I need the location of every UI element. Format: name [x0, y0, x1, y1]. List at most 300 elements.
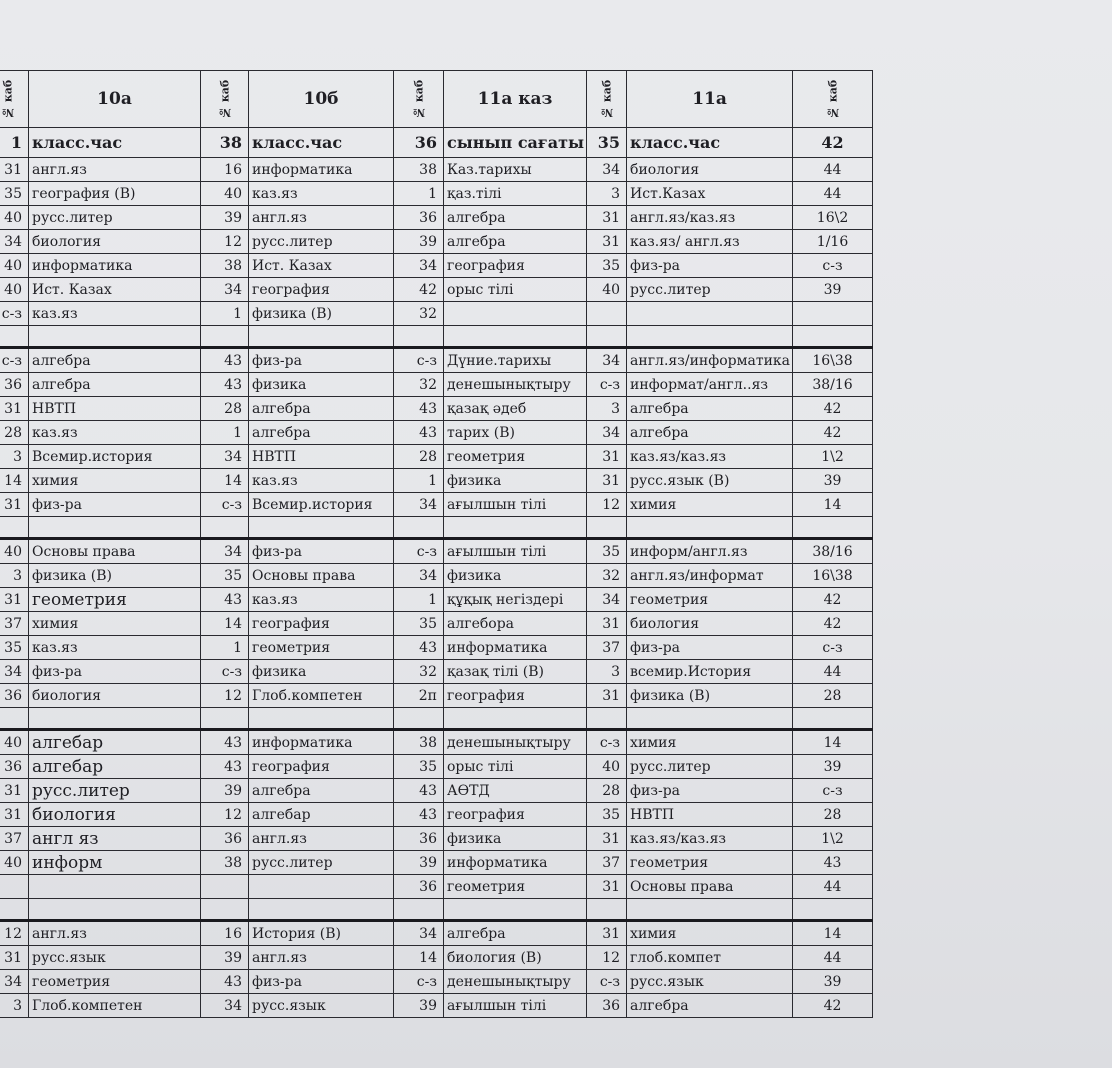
header-class-10a: 10а [29, 71, 201, 128]
room-11a-kaz-cell: 38 [394, 730, 444, 755]
room-10a-cell: 34 [0, 230, 29, 254]
room-10b-cell: 28 [201, 397, 249, 421]
room-10a-cell: 31 [0, 779, 29, 803]
room-11a-last-cell: 42 [793, 588, 873, 612]
room-10a-cell [0, 517, 29, 539]
subject-11a-cell: русс.литер [627, 278, 793, 302]
room-11a-last-cell: 39 [793, 755, 873, 779]
subject-11a-kaz-cell: биология (В) [444, 946, 587, 970]
subject-10b-cell: информатика [249, 730, 394, 755]
subject-10b-cell: физ-ра [249, 539, 394, 564]
day-separator-row [0, 517, 873, 539]
room-11a-last-cell: 42 [793, 128, 873, 158]
room-11a-last-cell [793, 899, 873, 921]
room-10a-cell: 36 [0, 755, 29, 779]
subject-10a-cell: физ-ра [29, 660, 201, 684]
room-10a-cell: 35 [0, 182, 29, 206]
subject-10b-cell [249, 708, 394, 730]
room-10b-cell: 35 [201, 564, 249, 588]
subject-11a-kaz-cell: АӨТД [444, 779, 587, 803]
subject-11a-kaz-cell: география [444, 254, 587, 278]
room-11a-cell: 40 [587, 755, 627, 779]
lesson-row [0, 827, 873, 851]
room-10b-cell: 16 [201, 158, 249, 182]
room-11a-cell: 31 [587, 612, 627, 636]
subject-11a-kaz-cell: алгебра [444, 206, 587, 230]
room-11a-kaz-cell [394, 326, 444, 348]
room-11a-cell: с-з [587, 373, 627, 397]
room-10b-cell: 39 [201, 206, 249, 230]
subject-10b-cell: каз.яз [249, 182, 394, 206]
subject-11a-cell: информат/англ..яз [627, 373, 793, 397]
room-10b-cell: 38 [201, 128, 249, 158]
header-row [0, 71, 873, 128]
subject-11a-kaz-cell [444, 517, 587, 539]
subject-10a-cell: англ.яз [29, 921, 201, 946]
room-11a-kaz-cell: 28 [394, 445, 444, 469]
subject-11a-cell: каз.яз/каз.яз [627, 445, 793, 469]
subject-10b-cell: История (В) [249, 921, 394, 946]
subject-10a-cell: биология [29, 230, 201, 254]
room-11a-kaz-cell: 39 [394, 851, 444, 875]
room-11a-cell: 31 [587, 875, 627, 899]
lesson-row [0, 206, 873, 230]
room-11a-cell [587, 708, 627, 730]
subject-11a-cell [627, 899, 793, 921]
subject-11a-kaz-cell: Каз.тарихы [444, 158, 587, 182]
room-10a-cell: 40 [0, 730, 29, 755]
subject-10b-cell: география [249, 755, 394, 779]
room-11a-last-cell: 42 [793, 421, 873, 445]
room-11a-last-cell [793, 302, 873, 326]
room-10a-cell: 28 [0, 421, 29, 445]
subject-10b-cell: алгебра [249, 397, 394, 421]
header-class-11a: 11а [627, 71, 793, 128]
room-11a-cell: 3 [587, 660, 627, 684]
subject-10b-cell: физика [249, 373, 394, 397]
room-10b-cell: 43 [201, 730, 249, 755]
subject-11a-cell: русс.литер [627, 755, 793, 779]
room-11a-cell: 32 [587, 564, 627, 588]
room-10a-cell: 1 [0, 128, 29, 158]
subject-10a-cell [29, 326, 201, 348]
subject-10b-cell: алгебра [249, 779, 394, 803]
room-11a-cell: 12 [587, 946, 627, 970]
subject-10b-cell: геометрия [249, 636, 394, 660]
room-10a-cell: 3 [0, 994, 29, 1018]
room-11a-cell: 31 [587, 230, 627, 254]
room-11a-kaz-cell: 42 [394, 278, 444, 302]
subject-10b-cell [249, 875, 394, 899]
room-10b-cell: 39 [201, 779, 249, 803]
room-11a-last-cell: 39 [793, 469, 873, 493]
room-10b-cell: 1 [201, 421, 249, 445]
subject-10a-cell: англ.яз [29, 158, 201, 182]
header-no-0: № каб [0, 71, 29, 128]
lesson-row [0, 875, 873, 899]
subject-10b-cell: русс.язык [249, 994, 394, 1018]
room-11a-last-cell: 14 [793, 493, 873, 517]
subject-11a-cell: химия [627, 730, 793, 755]
subject-11a-cell: физ-ра [627, 254, 793, 278]
room-10b-cell: 34 [201, 994, 249, 1018]
subject-11a-cell: физика (В) [627, 684, 793, 708]
room-11a-last-cell: 39 [793, 278, 873, 302]
room-11a-kaz-cell: 43 [394, 421, 444, 445]
room-10a-cell: с-з [0, 348, 29, 373]
room-11a-last-cell: 42 [793, 994, 873, 1018]
room-10b-cell: 14 [201, 469, 249, 493]
subject-10b-cell: алгебар [249, 803, 394, 827]
room-10a-cell: 40 [0, 851, 29, 875]
lesson-row [0, 684, 873, 708]
room-11a-cell: 35 [587, 254, 627, 278]
subject-11a-cell: физ-ра [627, 636, 793, 660]
subject-10a-cell: русс.язык [29, 946, 201, 970]
subject-11a-kaz-cell: алгебра [444, 230, 587, 254]
room-11a-cell: 35 [587, 803, 627, 827]
subject-10a-cell [29, 899, 201, 921]
subject-11a-kaz-cell [444, 708, 587, 730]
room-10b-cell [201, 875, 249, 899]
day-separator-row [0, 708, 873, 730]
room-10a-cell: 31 [0, 588, 29, 612]
lesson-row [0, 803, 873, 827]
room-10a-cell: 3 [0, 445, 29, 469]
room-11a-cell: 37 [587, 636, 627, 660]
room-10b-cell [201, 517, 249, 539]
header-class-11a-kaz: 11а каз [444, 71, 587, 128]
subject-11a-cell: геометрия [627, 851, 793, 875]
room-11a-kaz-cell: с-з [394, 348, 444, 373]
room-11a-kaz-cell: 32 [394, 660, 444, 684]
lesson-row [0, 970, 873, 994]
room-11a-last-cell: 16\38 [793, 564, 873, 588]
room-10b-cell [201, 899, 249, 921]
subject-11a-kaz-cell: география [444, 803, 587, 827]
header-no-4: № каб [793, 71, 873, 128]
room-11a-kaz-cell: 43 [394, 397, 444, 421]
subject-11a-cell: каз.яз/каз.яз [627, 827, 793, 851]
room-10b-cell: 39 [201, 946, 249, 970]
subject-11a-kaz-cell: орыс тілі [444, 278, 587, 302]
subject-10a-cell: НВТП [29, 397, 201, 421]
subject-11a-kaz-cell: ағылшын тілі [444, 493, 587, 517]
subject-10a-cell: англ яз [29, 827, 201, 851]
header-class-10b: 10б [249, 71, 394, 128]
room-11a-last-cell: 42 [793, 612, 873, 636]
lesson-row [0, 730, 873, 755]
subject-11a-kaz-cell: алгебра [444, 921, 587, 946]
subject-11a-cell: алгебра [627, 421, 793, 445]
room-11a-last-cell: с-з [793, 636, 873, 660]
subject-11a-kaz-cell: денешынықтыру [444, 970, 587, 994]
room-10a-cell: 40 [0, 206, 29, 230]
subject-10a-cell: класс.час [29, 128, 201, 158]
room-11a-kaz-cell: 35 [394, 612, 444, 636]
room-10b-cell: 38 [201, 851, 249, 875]
room-11a-kaz-cell: с-з [394, 539, 444, 564]
room-11a-last-cell: 44 [793, 875, 873, 899]
room-10a-cell: 37 [0, 612, 29, 636]
subject-10a-cell: каз.яз [29, 636, 201, 660]
room-10b-cell: 43 [201, 373, 249, 397]
subject-10b-cell: англ.яз [249, 827, 394, 851]
lesson-row [0, 493, 873, 517]
subject-11a-cell: биология [627, 612, 793, 636]
room-10a-cell: с-з [0, 302, 29, 326]
room-10a-cell: 34 [0, 970, 29, 994]
subject-10a-cell: физика (В) [29, 564, 201, 588]
subject-10b-cell [249, 517, 394, 539]
room-11a-last-cell: 44 [793, 158, 873, 182]
room-10a-cell [0, 708, 29, 730]
lesson-row [0, 588, 873, 612]
subject-11a-cell: информ/англ.яз [627, 539, 793, 564]
room-11a-last-cell: 38/16 [793, 373, 873, 397]
room-11a-last-cell: 28 [793, 803, 873, 827]
subject-10b-cell [249, 326, 394, 348]
room-11a-kaz-cell: 43 [394, 803, 444, 827]
room-10a-cell: 35 [0, 636, 29, 660]
subject-11a-kaz-cell: тарих (В) [444, 421, 587, 445]
lesson-row [0, 348, 873, 373]
room-11a-cell: 3 [587, 397, 627, 421]
subject-11a-cell: англ.яз/информатика [627, 348, 793, 373]
subject-11a-kaz-cell: қаз.тілі [444, 182, 587, 206]
subject-10a-cell [29, 517, 201, 539]
subject-10a-cell: алгебра [29, 348, 201, 373]
room-10a-cell [0, 326, 29, 348]
room-11a-kaz-cell: 36 [394, 827, 444, 851]
subject-11a-cell: каз.яз/ англ.яз [627, 230, 793, 254]
room-11a-kaz-cell: 2п [394, 684, 444, 708]
subject-11a-kaz-cell: қазақ тілі (В) [444, 660, 587, 684]
room-11a-kaz-cell: 34 [394, 564, 444, 588]
room-10a-cell: 31 [0, 803, 29, 827]
subject-11a-kaz-cell: сынып сағаты [444, 128, 587, 158]
subject-11a-kaz-cell: информатика [444, 636, 587, 660]
room-10a-cell: 34 [0, 660, 29, 684]
room-11a-cell: 31 [587, 921, 627, 946]
room-10a-cell: 14 [0, 469, 29, 493]
room-10a-cell: 37 [0, 827, 29, 851]
room-10b-cell: 38 [201, 254, 249, 278]
room-10a-cell: 31 [0, 397, 29, 421]
room-11a-cell: 34 [587, 421, 627, 445]
lesson-row [0, 254, 873, 278]
room-10b-cell [201, 708, 249, 730]
subject-11a-cell: глоб.компет [627, 946, 793, 970]
subject-10b-cell: русс.литер [249, 230, 394, 254]
room-11a-kaz-cell: 34 [394, 921, 444, 946]
subject-11a-cell: русс.язык [627, 970, 793, 994]
subject-11a-cell: биология [627, 158, 793, 182]
subject-10b-cell: физ-ра [249, 348, 394, 373]
subject-10b-cell: класс.час [249, 128, 394, 158]
room-11a-cell: 12 [587, 493, 627, 517]
lesson-row [0, 421, 873, 445]
room-11a-cell [587, 326, 627, 348]
subject-10a-cell: русс.литер [29, 206, 201, 230]
room-10a-cell [0, 899, 29, 921]
lesson-row [0, 278, 873, 302]
lesson-row [0, 302, 873, 326]
room-11a-cell: 31 [587, 469, 627, 493]
subject-10a-cell: алгебар [29, 730, 201, 755]
schedule-table [0, 70, 873, 1018]
room-11a-cell: 3 [587, 182, 627, 206]
subject-11a-cell: НВТП [627, 803, 793, 827]
subject-10b-cell: физ-ра [249, 970, 394, 994]
lesson-row [0, 946, 873, 970]
room-10a-cell: 36 [0, 684, 29, 708]
room-10a-cell: 40 [0, 278, 29, 302]
room-11a-last-cell: с-з [793, 254, 873, 278]
room-11a-cell [587, 899, 627, 921]
subject-10a-cell: география (В) [29, 182, 201, 206]
room-10b-cell: 14 [201, 612, 249, 636]
room-11a-last-cell: 44 [793, 182, 873, 206]
subject-11a-kaz-cell: физика [444, 827, 587, 851]
room-11a-kaz-cell [394, 708, 444, 730]
subject-10b-cell [249, 899, 394, 921]
room-10a-cell: 40 [0, 539, 29, 564]
room-10b-cell: 12 [201, 230, 249, 254]
lesson-row [0, 994, 873, 1018]
subject-10a-cell: химия [29, 469, 201, 493]
room-10b-cell: 34 [201, 278, 249, 302]
room-11a-cell: 31 [587, 684, 627, 708]
room-11a-cell: с-з [587, 730, 627, 755]
room-11a-last-cell: 16\38 [793, 348, 873, 373]
room-11a-last-cell: 44 [793, 946, 873, 970]
room-11a-last-cell [793, 708, 873, 730]
room-10a-cell: 36 [0, 373, 29, 397]
subject-10b-cell: Основы права [249, 564, 394, 588]
lesson-row [0, 469, 873, 493]
subject-10b-cell: каз.яз [249, 469, 394, 493]
lesson-row [0, 851, 873, 875]
subject-10a-cell: биология [29, 803, 201, 827]
subject-10a-cell: алгебра [29, 373, 201, 397]
subject-10a-cell: информ [29, 851, 201, 875]
room-11a-cell: 31 [587, 827, 627, 851]
room-10b-cell: 36 [201, 827, 249, 851]
room-11a-last-cell: с-з [793, 779, 873, 803]
subject-11a-kaz-cell: геометрия [444, 445, 587, 469]
room-11a-last-cell: 44 [793, 660, 873, 684]
room-11a-cell: 36 [587, 994, 627, 1018]
subject-11a-kaz-cell: физика [444, 564, 587, 588]
subject-11a-kaz-cell: Дүние.тарихы [444, 348, 587, 373]
lesson-row [0, 182, 873, 206]
room-11a-cell [587, 517, 627, 539]
subject-10a-cell: Основы права [29, 539, 201, 564]
room-10a-cell [0, 875, 29, 899]
lesson-row [0, 539, 873, 564]
subject-11a-cell: англ.яз/каз.яз [627, 206, 793, 230]
subject-10a-cell: Ист. Казах [29, 278, 201, 302]
subject-11a-kaz-cell: алгебора [444, 612, 587, 636]
subject-11a-kaz-cell: ағылшын тілі [444, 994, 587, 1018]
subject-11a-cell: Ист.Казах [627, 182, 793, 206]
subject-11a-cell: всемир.История [627, 660, 793, 684]
room-11a-cell: 31 [587, 206, 627, 230]
subject-10a-cell: биология [29, 684, 201, 708]
room-10a-cell: 3 [0, 564, 29, 588]
lesson-row [0, 779, 873, 803]
room-11a-kaz-cell: 39 [394, 230, 444, 254]
room-10b-cell: 1 [201, 636, 249, 660]
room-11a-cell: 34 [587, 348, 627, 373]
subject-11a-cell: класс.час [627, 128, 793, 158]
room-11a-cell: с-з [587, 970, 627, 994]
room-11a-last-cell: 14 [793, 730, 873, 755]
subject-10b-cell: физика [249, 660, 394, 684]
lesson-row [0, 373, 873, 397]
room-11a-kaz-cell: 36 [394, 206, 444, 230]
subject-10b-cell: физика (В) [249, 302, 394, 326]
subject-11a-kaz-cell: денешынықтыру [444, 730, 587, 755]
room-10a-cell: 31 [0, 493, 29, 517]
schedule-table-wrap [0, 70, 873, 1018]
room-11a-last-cell: 38/16 [793, 539, 873, 564]
lesson-row [0, 230, 873, 254]
subject-10b-cell: англ.яз [249, 206, 394, 230]
room-11a-cell: 34 [587, 158, 627, 182]
lesson-row [0, 445, 873, 469]
room-11a-kaz-cell: 34 [394, 254, 444, 278]
room-11a-cell: 35 [587, 128, 627, 158]
room-10b-cell: 43 [201, 588, 249, 612]
room-10b-cell: 43 [201, 348, 249, 373]
lesson-row [0, 158, 873, 182]
room-11a-last-cell [793, 326, 873, 348]
subject-10a-cell: алгебар [29, 755, 201, 779]
lesson-row [0, 564, 873, 588]
room-11a-kaz-cell: 34 [394, 493, 444, 517]
room-11a-kaz-cell: 1 [394, 182, 444, 206]
subject-11a-cell: химия [627, 921, 793, 946]
subject-11a-kaz-cell: физика [444, 469, 587, 493]
subject-10b-cell: Ист. Казах [249, 254, 394, 278]
room-11a-cell: 31 [587, 445, 627, 469]
room-10b-cell: 40 [201, 182, 249, 206]
subject-11a-cell: русс.язык (В) [627, 469, 793, 493]
room-10b-cell [201, 326, 249, 348]
schedule-body [0, 128, 873, 1018]
subject-10a-cell: Глоб.компетен [29, 994, 201, 1018]
subject-11a-kaz-cell [444, 326, 587, 348]
room-10a-cell: 31 [0, 946, 29, 970]
subject-11a-cell [627, 326, 793, 348]
lesson-row [0, 921, 873, 946]
subject-10a-cell [29, 875, 201, 899]
header-no-1: № каб [201, 71, 249, 128]
subject-11a-kaz-cell: география [444, 684, 587, 708]
subject-11a-kaz-cell: қазақ әдеб [444, 397, 587, 421]
room-10b-cell: 12 [201, 803, 249, 827]
subject-10a-cell: Всемир.история [29, 445, 201, 469]
room-11a-kaz-cell: 32 [394, 373, 444, 397]
subject-10b-cell: алгебра [249, 421, 394, 445]
room-11a-cell: 28 [587, 779, 627, 803]
subject-10a-cell: химия [29, 612, 201, 636]
subject-11a-kaz-cell: құқық негіздері [444, 588, 587, 612]
room-11a-last-cell: 43 [793, 851, 873, 875]
subject-10a-cell: информатика [29, 254, 201, 278]
